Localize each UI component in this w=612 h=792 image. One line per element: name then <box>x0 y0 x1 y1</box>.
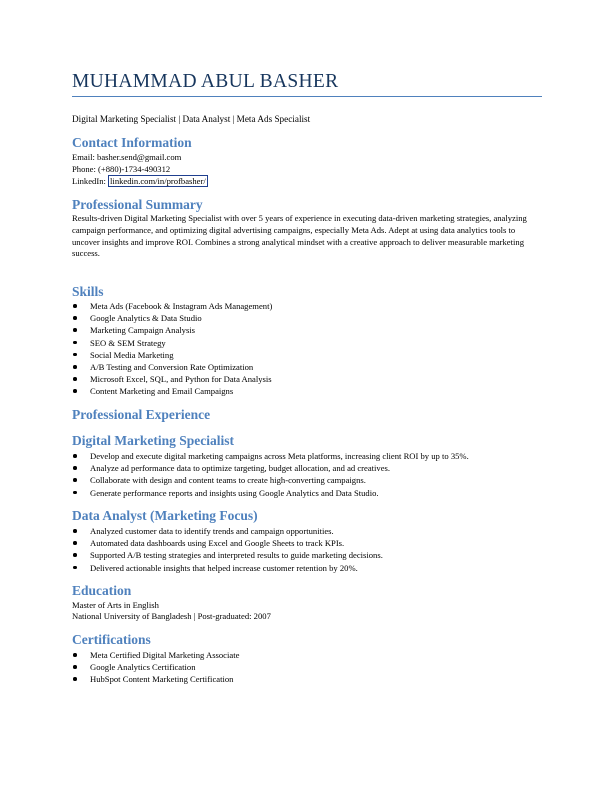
role-title: Data Analyst (Marketing Focus) <box>72 508 258 523</box>
education-institution: National University of Bangladesh | Post-graduated: 2007 <box>72 611 271 621</box>
skill-item: A/B Testing and Conversion Rate Optimization <box>72 361 542 373</box>
duty-item: Delivered actionable insights that helped increase customer retention by 20%. <box>72 562 542 574</box>
certification-item: Meta Certified Digital Marketing Associate <box>72 649 542 661</box>
contact-phone: Phone: (+880)-1734-490312 <box>72 164 171 174</box>
skill-item: Microsoft Excel, SQL, and Python for Data Analysis <box>72 373 542 385</box>
bullet-icon <box>73 653 77 657</box>
summary-heading: Professional Summary <box>72 197 203 212</box>
candidate-name: MUHAMMAD ABUL BASHER <box>72 71 339 92</box>
role-duties-list <box>72 525 542 574</box>
bullet-icon <box>73 377 77 381</box>
bullet-icon <box>73 566 77 570</box>
bullet-icon <box>73 304 77 308</box>
summary-text: Results-driven Digital Marketing Specialist with over 5 years of experience in executing data-driven marketing strategies, analyzing campaign performance, and optimizing digital advertising campaigns, especially Meta Ads. Adept at using data analytics tools to uncover insights and improve ROI. Combines a strong analytical mindset with a creative approach to deliver measurable marketing success. <box>72 213 527 259</box>
certifications-list <box>72 649 542 686</box>
skill-item: Marketing Campaign Analysis <box>72 324 542 336</box>
role-title: Digital Marketing Specialist <box>72 433 234 448</box>
bullet-icon <box>73 466 77 470</box>
bullet-icon <box>73 316 77 320</box>
bullet-icon <box>73 553 77 557</box>
linkedin-link[interactable]: linkedin.com/in/profbasher/ <box>110 176 206 186</box>
duty-item: Analyzed customer data to identify trends and campaign opportunities. <box>72 525 542 537</box>
contact-linkedin <box>72 176 208 187</box>
bullet-icon <box>73 365 77 369</box>
skill-item: Content Marketing and Email Campaigns <box>72 385 542 397</box>
bullet-icon <box>73 541 77 545</box>
bullet-icon <box>73 341 77 345</box>
bullet-icon <box>73 454 77 458</box>
contact-heading: Contact Information <box>72 135 192 150</box>
skill-item: Google Analytics & Data Studio <box>72 312 542 324</box>
bullet-icon <box>73 353 77 357</box>
certification-item: Google Analytics Certification <box>72 661 542 673</box>
duty-item: Generate performance reports and insights using Google Analytics and Data Studio. <box>72 487 542 499</box>
certification-item: HubSpot Content Marketing Certification <box>72 673 542 685</box>
skills-heading: Skills <box>72 284 104 299</box>
bullet-icon <box>73 389 77 393</box>
linkedin-label: LinkedIn: <box>72 176 109 186</box>
duty-item: Collaborate with design and content teams to create high-converting campaigns. <box>72 474 542 486</box>
skill-item: Meta Ads (Facebook & Instagram Ads Management) <box>72 300 542 312</box>
skills-list <box>72 300 542 398</box>
contact-email: Email: basher.send@gmail.com <box>72 152 182 162</box>
duty-item: Develop and execute digital marketing campaigns across Meta platforms, increasing client ROI by up to 35%. <box>72 450 542 462</box>
skill-item: SEO & SEM Strategy <box>72 337 542 349</box>
bullet-icon <box>73 328 77 332</box>
bullet-icon <box>73 529 77 533</box>
role-duties-list <box>72 450 542 499</box>
tagline: Digital Marketing Specialist | Data Analyst | Meta Ads Specialist <box>72 114 311 124</box>
education-degree: Master of Arts in English <box>72 600 159 610</box>
bullet-icon <box>73 677 77 681</box>
certifications-heading: Certifications <box>72 632 151 647</box>
education-heading: Education <box>72 583 132 598</box>
experience-heading: Professional Experience <box>72 407 211 422</box>
name-divider <box>72 96 542 97</box>
bullet-icon <box>73 478 77 482</box>
skill-item: Social Media Marketing <box>72 349 542 361</box>
bullet-icon <box>73 491 77 495</box>
bullet-icon <box>73 665 77 669</box>
duty-item: Supported A/B testing strategies and interpreted results to guide marketing decisions. <box>72 549 542 561</box>
duty-item: Automated data dashboards using Excel and Google Sheets to track KPIs. <box>72 537 542 549</box>
duty-item: Analyze ad performance data to optimize targeting, budget allocation, and ad creatives. <box>72 462 542 474</box>
